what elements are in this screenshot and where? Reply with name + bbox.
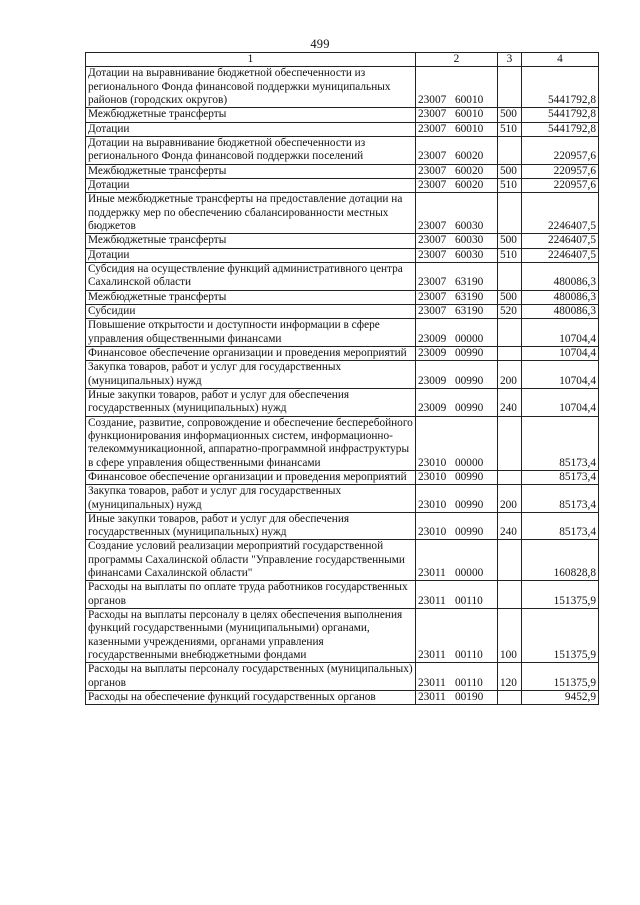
code-program: 23009	[418, 332, 447, 345]
code-direction: 00110	[455, 649, 483, 662]
row-expense-type	[498, 540, 522, 581]
row-expense-type: 510	[498, 122, 522, 136]
table-row	[86, 234, 599, 248]
row-amount: 10704,4	[522, 361, 599, 389]
table-row	[86, 663, 599, 691]
column-header: 4	[522, 53, 599, 67]
row-code	[416, 319, 498, 347]
row-expense-type: 100	[498, 609, 522, 663]
row-expense-type: 510	[498, 248, 522, 262]
table-row	[86, 164, 599, 178]
row-name: Создание, развитие, сопровождение и обеспечение бесперебойного функционирования информационных систем, информационно-телекоммуникационной, аппаратно-программной инфраструктуры в сфере управления общественными финансами	[86, 416, 416, 470]
row-name: Иные закупки товаров, работ и услуг для обеспечения государственных (муниципальных) нужд	[86, 388, 416, 416]
table-row	[86, 512, 599, 540]
code-direction: 00990	[455, 402, 484, 415]
table-row	[86, 346, 599, 360]
code-direction: 00110	[455, 594, 483, 607]
row-expense-type	[498, 581, 522, 609]
table-row	[86, 470, 599, 484]
row-amount: 220957,6	[522, 136, 599, 164]
row-code	[416, 67, 498, 108]
row-expense-type: 200	[498, 485, 522, 513]
row-expense-type	[498, 193, 522, 234]
code-program: 23011	[418, 567, 446, 580]
code-direction: 63190	[455, 304, 484, 317]
code-direction: 60010	[455, 122, 484, 135]
page-number: 499	[310, 37, 330, 51]
row-code	[416, 485, 498, 513]
row-amount: 85173,4	[522, 470, 599, 484]
code-program: 23007	[418, 150, 447, 163]
row-code	[416, 122, 498, 136]
row-name: Расходы на выплаты по оплате труда работников государственных органов	[86, 581, 416, 609]
table-row	[86, 416, 599, 470]
row-name: Межбюджетные трансферты	[86, 108, 416, 122]
row-name: Иные межбюджетные трансферты на предоставление дотации на поддержку мер по обеспечению сбалансированности местных бюджетов	[86, 193, 416, 234]
code-program: 23007	[418, 164, 447, 177]
code-program: 23007	[418, 219, 447, 232]
row-expense-type: 500	[498, 290, 522, 304]
code-direction: 00990	[455, 374, 484, 387]
code-direction: 60030	[455, 219, 484, 232]
row-name: Закупка товаров, работ и услуг для государственных (муниципальных) нужд	[86, 485, 416, 513]
row-amount: 2246407,5	[522, 248, 599, 262]
code-direction: 00990	[455, 346, 484, 359]
row-amount: 151375,9	[522, 609, 599, 663]
row-expense-type	[498, 470, 522, 484]
row-expense-type: 500	[498, 234, 522, 248]
row-name: Субсидия на осуществление функций административного центра Сахалинской области	[86, 262, 416, 290]
budget-table	[85, 52, 599, 705]
row-code	[416, 108, 498, 122]
row-code	[416, 290, 498, 304]
row-amount: 220957,6	[522, 164, 599, 178]
table-row	[86, 361, 599, 389]
row-amount: 480086,3	[522, 290, 599, 304]
code-direction: 00990	[455, 498, 484, 511]
row-code	[416, 304, 498, 318]
row-name: Межбюджетные трансферты	[86, 234, 416, 248]
row-code	[416, 193, 498, 234]
row-name: Межбюджетные трансферты	[86, 164, 416, 178]
row-amount: 10704,4	[522, 319, 599, 347]
row-amount: 5441792,8	[522, 67, 599, 108]
row-amount: 2246407,5	[522, 234, 599, 248]
row-expense-type	[498, 67, 522, 108]
row-amount: 220957,6	[522, 178, 599, 192]
column-header: 1	[86, 53, 416, 67]
row-code	[416, 663, 498, 691]
code-program: 23007	[418, 290, 447, 303]
row-name: Дотации	[86, 122, 416, 136]
code-program: 23011	[418, 676, 446, 689]
row-code	[416, 416, 498, 470]
code-program: 23007	[418, 248, 447, 261]
code-program: 23009	[418, 374, 447, 387]
row-name: Расходы на выплаты персоналу в целях обеспечения выполнения функций государственными (муниципальными) органами, казенными учреждениями, органами управления государственными внебюджетными фондами	[86, 609, 416, 663]
code-program: 23010	[418, 526, 447, 539]
row-name: Дотации	[86, 248, 416, 262]
row-expense-type: 500	[498, 164, 522, 178]
row-code	[416, 581, 498, 609]
row-amount: 85173,4	[522, 416, 599, 470]
row-name: Закупка товаров, работ и услуг для государственных (муниципальных) нужд	[86, 361, 416, 389]
table-row	[86, 67, 599, 108]
code-direction: 63190	[455, 276, 484, 289]
table-row	[86, 248, 599, 262]
row-code	[416, 178, 498, 192]
header-row	[86, 53, 599, 67]
code-direction: 60010	[455, 108, 484, 121]
column-header: 2	[416, 53, 498, 67]
row-name: Дотации на выравнивание бюджетной обеспеченности из регионального Фонда финансовой поддержки муниципальных районов (городских округов)	[86, 67, 416, 108]
code-program: 23007	[418, 304, 447, 317]
code-direction: 00190	[455, 691, 484, 704]
row-name: Финансовое обеспечение организации и проведения мероприятий	[86, 470, 416, 484]
row-expense-type: 200	[498, 361, 522, 389]
row-name: Дотации	[86, 178, 416, 192]
row-code	[416, 512, 498, 540]
code-program: 23007	[418, 122, 447, 135]
row-name: Расходы на выплаты персоналу государственных (муниципальных) органов	[86, 663, 416, 691]
code-program: 23009	[418, 346, 447, 359]
row-expense-type: 120	[498, 663, 522, 691]
row-expense-type: 240	[498, 388, 522, 416]
table-row	[86, 122, 599, 136]
code-direction: 00000	[455, 456, 484, 469]
row-expense-type	[498, 691, 522, 705]
table-row	[86, 609, 599, 663]
code-program: 23010	[418, 456, 447, 469]
row-name: Расходы на обеспечение функций государственных органов	[86, 691, 416, 705]
row-code	[416, 136, 498, 164]
row-expense-type	[498, 136, 522, 164]
row-expense-type	[498, 319, 522, 347]
row-amount: 5441792,8	[522, 108, 599, 122]
row-amount: 151375,9	[522, 581, 599, 609]
row-name: Создание условий реализации мероприятий государственной программы Сахалинской области "Управление государственными финансами Сахалинской области"	[86, 540, 416, 581]
code-direction: 60020	[455, 178, 484, 191]
row-code	[416, 388, 498, 416]
column-header: 3	[498, 53, 522, 67]
row-amount: 10704,4	[522, 388, 599, 416]
code-direction: 00110	[455, 676, 483, 689]
code-program: 23010	[418, 498, 447, 511]
row-amount: 10704,4	[522, 346, 599, 360]
row-amount: 5441792,8	[522, 122, 599, 136]
row-name: Дотации на выравнивание бюджетной обеспеченности из регионального Фонда финансовой поддержки поселений	[86, 136, 416, 164]
code-direction: 00000	[455, 332, 484, 345]
code-program: 23007	[418, 93, 447, 106]
code-direction: 63190	[455, 290, 484, 303]
table-row	[86, 319, 599, 347]
row-amount: 160828,8	[522, 540, 599, 581]
code-direction: 60020	[455, 164, 484, 177]
row-amount: 85173,4	[522, 512, 599, 540]
row-amount: 85173,4	[522, 485, 599, 513]
code-direction: 60030	[455, 248, 484, 261]
table-row	[86, 193, 599, 234]
code-direction: 60030	[455, 234, 484, 247]
table-row	[86, 304, 599, 318]
row-code	[416, 234, 498, 248]
table-row	[86, 691, 599, 705]
table-row	[86, 290, 599, 304]
row-name: Повышение открытости и доступности информации в сфере управления общественными финансами	[86, 319, 416, 347]
row-expense-type: 500	[498, 108, 522, 122]
code-direction: 00000	[455, 567, 484, 580]
row-amount: 9452,9	[522, 691, 599, 705]
row-code	[416, 470, 498, 484]
row-expense-type	[498, 416, 522, 470]
row-amount: 480086,3	[522, 304, 599, 318]
code-program: 23011	[418, 594, 446, 607]
code-direction: 60010	[455, 93, 484, 106]
code-program: 23007	[418, 108, 447, 121]
row-amount: 2246407,5	[522, 193, 599, 234]
code-program: 23009	[418, 402, 447, 415]
row-code	[416, 248, 498, 262]
row-code	[416, 361, 498, 389]
row-code	[416, 609, 498, 663]
table-row	[86, 178, 599, 192]
row-amount: 480086,3	[522, 262, 599, 290]
code-direction: 00990	[455, 470, 484, 483]
code-program: 23011	[418, 649, 446, 662]
code-direction: 00990	[455, 526, 484, 539]
row-code	[416, 164, 498, 178]
row-code	[416, 691, 498, 705]
row-expense-type	[498, 262, 522, 290]
row-expense-type	[498, 346, 522, 360]
table-row	[86, 262, 599, 290]
row-expense-type: 520	[498, 304, 522, 318]
table-row	[86, 540, 599, 581]
table-row	[86, 388, 599, 416]
row-expense-type: 240	[498, 512, 522, 540]
code-program: 23007	[418, 178, 447, 191]
code-direction: 60020	[455, 150, 484, 163]
row-expense-type: 510	[498, 178, 522, 192]
table-row	[86, 485, 599, 513]
row-code	[416, 540, 498, 581]
code-program: 23007	[418, 234, 447, 247]
code-program: 23007	[418, 276, 447, 289]
code-program: 23010	[418, 470, 447, 483]
code-program: 23011	[418, 691, 446, 704]
row-code	[416, 346, 498, 360]
row-code	[416, 262, 498, 290]
row-name: Иные закупки товаров, работ и услуг для обеспечения государственных (муниципальных) нужд	[86, 512, 416, 540]
row-name: Межбюджетные трансферты	[86, 290, 416, 304]
table-row	[86, 108, 599, 122]
table-row	[86, 136, 599, 164]
row-name: Субсидии	[86, 304, 416, 318]
row-name: Финансовое обеспечение организации и проведения мероприятий	[86, 346, 416, 360]
table-row	[86, 581, 599, 609]
row-amount: 151375,9	[522, 663, 599, 691]
